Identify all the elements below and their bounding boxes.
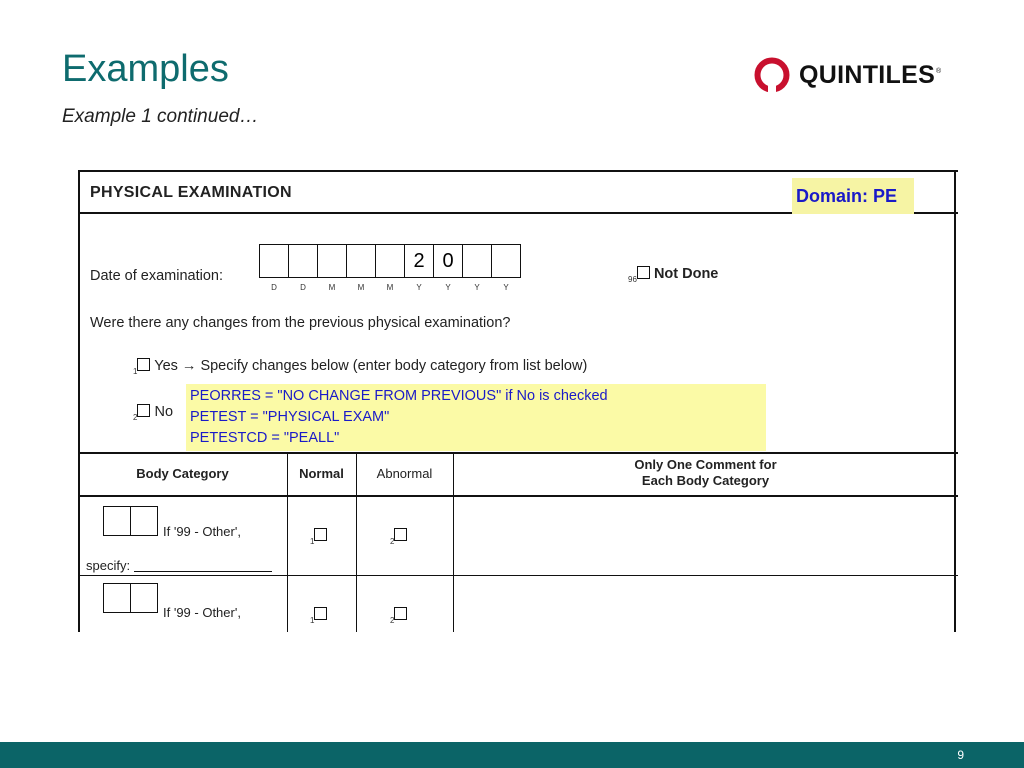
yes-option bbox=[133, 358, 587, 376]
row-specify bbox=[86, 558, 272, 573]
date-box[interactable]: 2 bbox=[404, 244, 434, 278]
col-comment-line2: Each Body Category bbox=[641, 473, 770, 488]
no-option bbox=[133, 404, 173, 422]
no-checkbox[interactable] bbox=[137, 404, 150, 417]
date-entry-boxes bbox=[260, 244, 521, 278]
col-abnormal: Abnormal bbox=[376, 466, 433, 481]
sdtm-annotation bbox=[186, 384, 766, 451]
row-specify-text: specify: bbox=[86, 558, 131, 573]
code-box[interactable] bbox=[103, 506, 131, 536]
annotation-line: PETEST = "PHYSICAL EXAM" bbox=[190, 409, 390, 425]
yes-code: 1 bbox=[133, 367, 138, 376]
footer-bar bbox=[0, 742, 1024, 768]
col-normal: Normal bbox=[299, 466, 344, 481]
normal-option bbox=[310, 607, 327, 625]
code-box[interactable] bbox=[130, 506, 158, 536]
body-category-code-boxes bbox=[104, 506, 158, 536]
date-box[interactable] bbox=[317, 244, 347, 278]
abnormal-option bbox=[390, 528, 407, 546]
normal-code: 1 bbox=[310, 537, 315, 546]
abnormal-checkbox[interactable] bbox=[394, 528, 407, 541]
logo-text: QUINTILES® bbox=[799, 60, 942, 89]
date-hint: M bbox=[357, 283, 365, 292]
date-box[interactable] bbox=[346, 244, 376, 278]
yes-checkbox[interactable] bbox=[137, 358, 150, 371]
date-box[interactable] bbox=[288, 244, 318, 278]
changes-question: Were there any changes from the previous physical examination? bbox=[90, 315, 511, 331]
slide-title: Examples bbox=[62, 48, 229, 90]
slide-subtitle: Example 1 continued… bbox=[62, 106, 259, 127]
no-code: 2 bbox=[133, 413, 138, 422]
no-label: No bbox=[154, 404, 174, 420]
abnormal-option bbox=[390, 607, 407, 625]
domain-badge: Domain: PE bbox=[792, 178, 914, 214]
row-other-text: If '99 - Other', bbox=[163, 524, 241, 539]
date-format-hints bbox=[260, 283, 521, 292]
date-hint: Y bbox=[474, 283, 480, 292]
not-done-label: Not Done bbox=[653, 266, 719, 282]
normal-code: 1 bbox=[310, 616, 315, 625]
annotation-line: PETESTCD = "PEALL" bbox=[190, 430, 340, 446]
normal-option bbox=[310, 528, 327, 546]
not-done-option bbox=[628, 266, 718, 284]
date-box[interactable]: 0 bbox=[433, 244, 463, 278]
page-number: 9 bbox=[957, 748, 964, 762]
date-box[interactable] bbox=[259, 244, 289, 278]
specify-line[interactable] bbox=[134, 571, 272, 572]
code-box[interactable] bbox=[130, 583, 158, 613]
date-hint: Y bbox=[503, 283, 509, 292]
yes-label: Yes → Specify changes below (enter body category from list below) bbox=[154, 358, 588, 374]
annotation-line: PEORRES = "NO CHANGE FROM PREVIOUS" if No is checked bbox=[190, 388, 608, 404]
abnormal-code: 2 bbox=[390, 616, 395, 625]
date-box[interactable] bbox=[462, 244, 492, 278]
row-other-text: If '99 - Other', bbox=[163, 605, 241, 620]
abnormal-code: 2 bbox=[390, 537, 395, 546]
date-hint: Y bbox=[445, 283, 451, 292]
body-category-code-boxes bbox=[104, 583, 158, 613]
not-done-checkbox[interactable] bbox=[637, 266, 650, 279]
not-done-code: 96 bbox=[628, 275, 637, 284]
normal-checkbox[interactable] bbox=[314, 528, 327, 541]
date-hint: M bbox=[328, 283, 336, 292]
abnormal-checkbox[interactable] bbox=[394, 607, 407, 620]
date-hint: D bbox=[271, 283, 277, 292]
crf-form-image bbox=[78, 170, 958, 632]
date-hint: D bbox=[300, 283, 306, 292]
normal-checkbox[interactable] bbox=[314, 607, 327, 620]
form-heading: PHYSICAL EXAMINATION bbox=[90, 184, 292, 201]
date-box[interactable] bbox=[491, 244, 521, 278]
date-box[interactable] bbox=[375, 244, 405, 278]
date-hint: M bbox=[386, 283, 394, 292]
quintiles-logo bbox=[752, 55, 942, 95]
code-box[interactable] bbox=[103, 583, 131, 613]
col-comment-line1: Only One Comment for bbox=[634, 457, 777, 472]
quintiles-logo-icon bbox=[752, 55, 792, 95]
date-hint: Y bbox=[416, 283, 422, 292]
date-label: Date of examination: bbox=[90, 268, 223, 284]
col-body-category: Body Category bbox=[136, 466, 229, 481]
col-comment bbox=[453, 457, 958, 489]
